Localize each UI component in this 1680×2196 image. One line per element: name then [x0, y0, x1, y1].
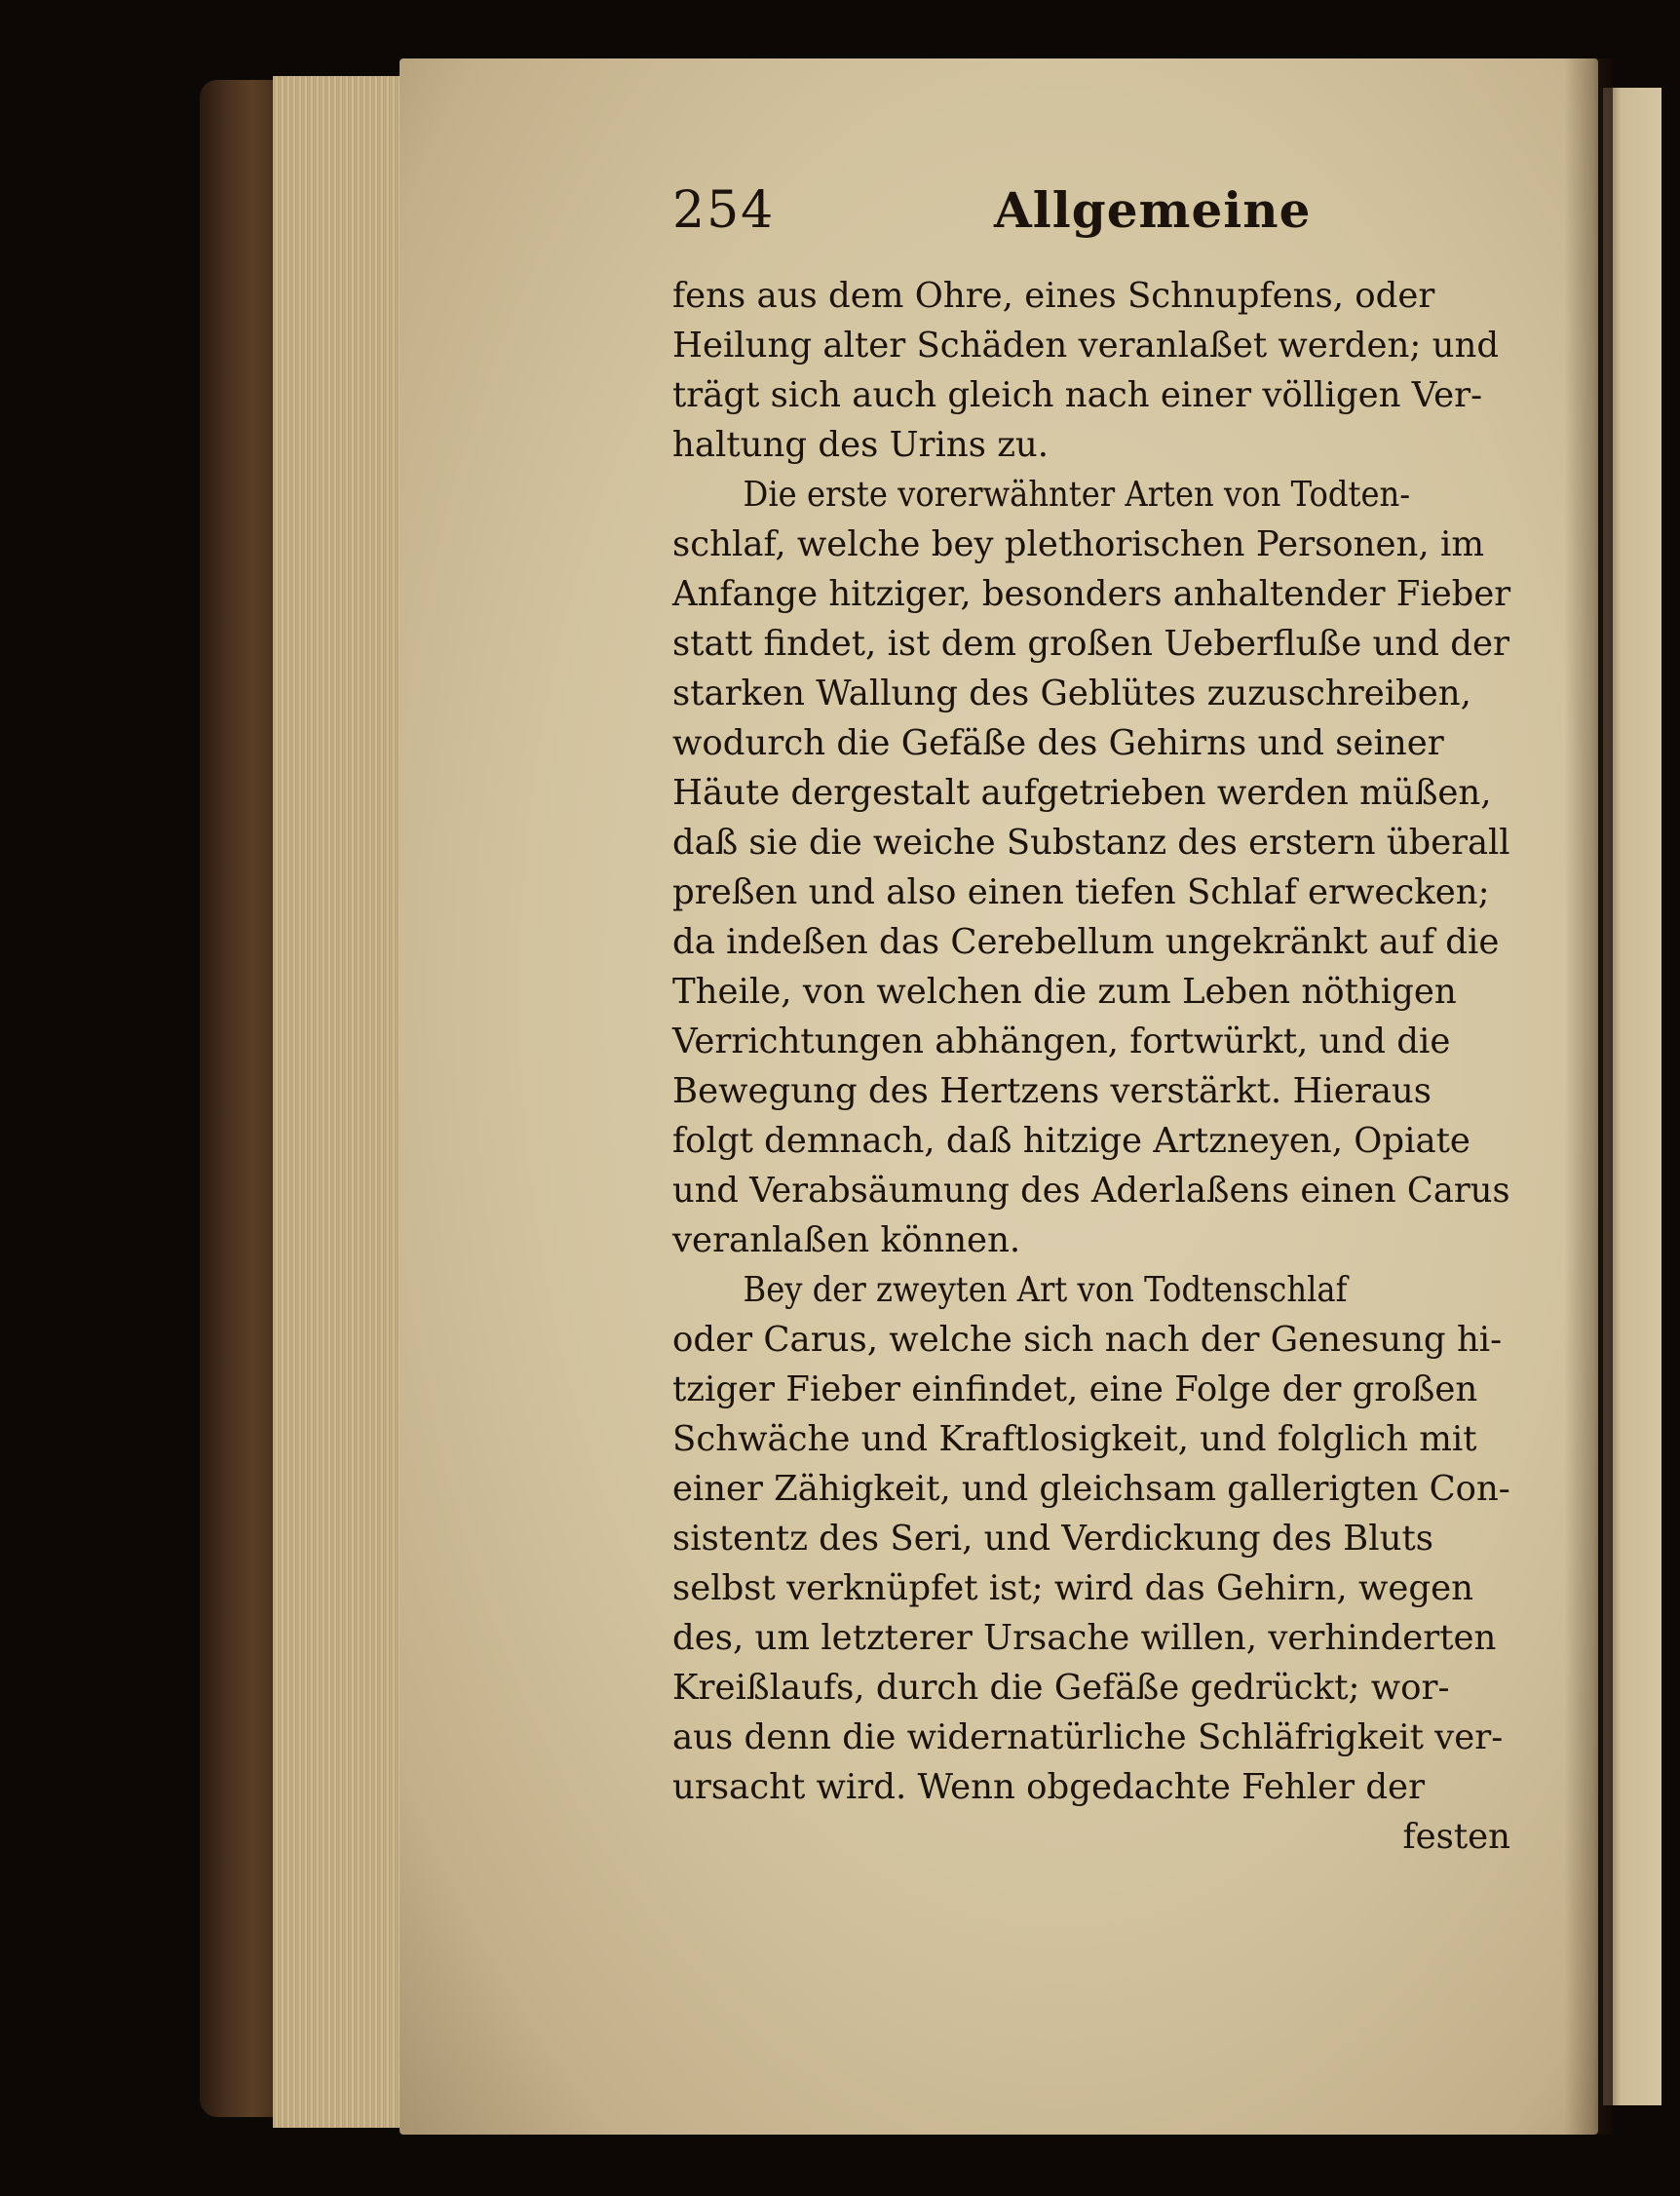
text-line: oder Carus, welche sich nach der Genesung hi-: [672, 1320, 1503, 1360]
text-line: Verrichtungen abhängen, fortwürkt, und die: [672, 1021, 1451, 1061]
paragraph-2: [672, 470, 1510, 1265]
page-header: [672, 173, 1510, 271]
text-line: Theile, von welchen die zum Leben nöthigen: [672, 972, 1457, 1012]
text-line: wodurch die Gefäße des Gehirns und seiner: [672, 723, 1444, 763]
text-line: trägt sich auch gleich nach einer völligen Ver-: [672, 375, 1483, 415]
text-line: starken Wallung des Geblütes zuzuschreiben,: [672, 674, 1471, 713]
running-title: Allgemeine: [994, 181, 1312, 239]
page-gutter-shadow: [1564, 58, 1613, 2135]
text-line: des, um letzterer Ursache willen, verhinderten: [672, 1618, 1497, 1658]
page-text-block: [672, 173, 1510, 1862]
text-line: selbst verknüpfet ist; wird das Gehirn, wegen: [672, 1568, 1473, 1608]
text-line: da indeßen das Cerebellum ungekränkt auf die: [672, 922, 1500, 962]
text-line: und Verabsäumung des Aderlaßens einen Carus: [672, 1171, 1510, 1211]
text-line: tziger Fieber einfindet, eine Folge der großen: [672, 1369, 1478, 1409]
paragraph-3: [672, 1265, 1510, 1812]
text-line: fens aus dem Ohre, eines Schnupfens, oder: [672, 276, 1435, 316]
text-line: Die erste vorerwähnter Arten von Todten-: [743, 475, 1411, 515]
text-line: statt findet, ist dem großen Ueberfluße und der: [672, 624, 1509, 664]
text-line: Anfange hitziger, besonders anhaltender Fieber: [672, 574, 1511, 614]
text-line: sistentz des Seri, und Verdickung des Bluts: [672, 1519, 1433, 1559]
text-line: preßen und also einen tiefen Schlaf erwecken;: [672, 872, 1490, 912]
page-edges: [273, 76, 409, 2128]
text-line: haltung des Urins zu.: [672, 425, 1050, 465]
body-text: [672, 271, 1510, 1862]
text-line: Schwäche und Kraftlosigkeit, und folglich mit: [672, 1419, 1477, 1459]
text-line: einer Zähigkeit, und gleichsam gallerigten Con-: [672, 1469, 1510, 1509]
text-line: ursacht wird. Wenn obgedachte Fehler der: [672, 1767, 1426, 1807]
text-line: Bewegung des Hertzens verstärkt. Hieraus: [672, 1071, 1432, 1111]
text-line: Bey der zweyten Art von Todtenschlaf: [743, 1270, 1348, 1310]
text-line: aus denn die widernatürliche Schläfrigkeit ver-: [672, 1717, 1504, 1757]
text-line: Heilung alter Schäden veranlaßet werden; und: [672, 326, 1500, 366]
paragraph-1: [672, 271, 1510, 470]
text-line: Häute dergestalt aufgetrieben werden müßen,: [672, 773, 1492, 813]
text-line: schlaf, welche bey plethorischen Personen, im: [672, 524, 1485, 564]
catchword: festen: [1402, 1817, 1510, 1857]
text-line: daß sie die weiche Substanz des erstern überall: [672, 823, 1510, 863]
text-line: Kreißlaufs, durch die Gefäße gedrückt; wor-: [672, 1668, 1450, 1708]
text-line: folgt demnach, daß hitzige Artzneyen, Opiate: [672, 1121, 1470, 1161]
text-line: veranlaßen können.: [672, 1220, 1021, 1260]
page-number: 254: [672, 181, 776, 240]
